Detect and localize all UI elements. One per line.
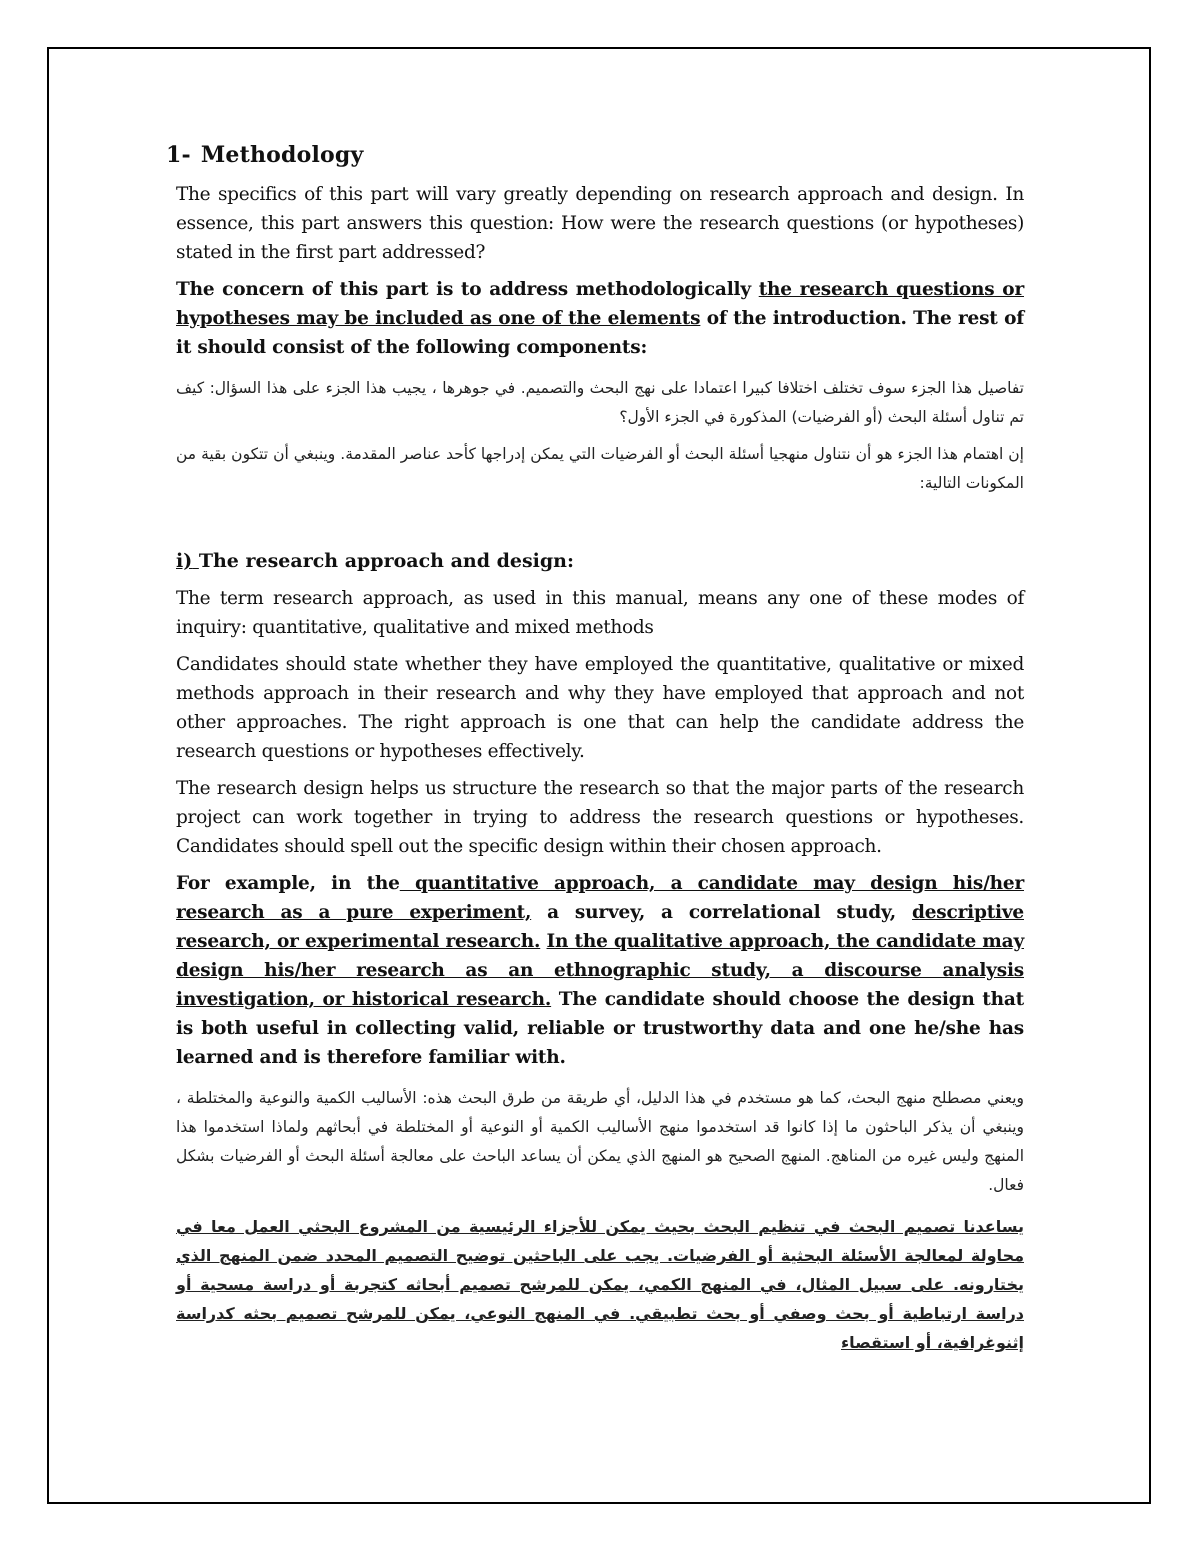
section-title: Methodology bbox=[200, 142, 364, 168]
approach-paragraph-2: Candidates should state whether they have employed the quantitative, qualitative or mixed methods approach in their research and why they have employed that approach and not other approaches. The right approach is one that can help the candidate address the research questions or hypotheses effectively. bbox=[176, 654, 1024, 762]
subsection-heading bbox=[176, 550, 1024, 572]
example-part-g: The candidate should choose the design that is both useful in collecting valid, reliable or trustworthy data and one he/she has learned and is therefore familiar with. bbox=[176, 989, 1025, 1068]
arabic-paragraph-4: يساعدنا تصميم البحث في تنظيم البحث بحيث يمكن للأجزاء الرئيسية من المشروع البحثي العمل معا في محاولة لمعالجة الأسئلة البحثية أو الفرضيات. يجب على الباحثين توضيح التصميم المحدد ضمن المنهج الذي يختارونه. على سبيل المثال، في المنهج الكمي، يمكن للمرشح تصميم أبحاثه كتجربة أو دراسة مسحية أو دراسة ارتباطية أو بحث وصفي أو بحث تطبيقي. في المنهج النوعي، يمكن للمرشح تصميم بحثه كدراسة إثنوغرافية، أو استقصاء bbox=[176, 1217, 1024, 1352]
intro-paragraph-2 bbox=[176, 275, 1024, 362]
arabic-paragraph-2: إن اهتمام هذا الجزء هو أن نتناول منهجيا أسئلة البحث أو الفرضيات التي يمكن إدراجها كأحد عناصر المقدمة. وينبغي أن تتكون بقية من المكونات التالية: bbox=[176, 445, 1024, 492]
arabic-paragraph-3: ويعني مصطلح منهج البحث، كما هو مستخدم في هذا الدليل، أي طريقة من طرق البحث هذه: الأساليب الكمية والنوعية والمختلطة ، وينبغي أن يذكر الباحثون ما إذا كانوا قد استخدموا منهج الأساليب الكمية أو النوعية أو المختلطة في أبحاثهم ولماذا استخدموا هذا المنهج وليس غيره من المناهج. المنهج الصحيح هو المنهج الذي يمكن أن يساعد الباحث على معالجة أسئلة البحث أو الفرضيات بشكل فعال. bbox=[176, 1089, 1024, 1194]
section-heading bbox=[166, 142, 1024, 168]
approach-paragraph-1: The term research approach, as used in this manual, means any one of these modes of inquiry: quantitative, qualitative and mixed methods bbox=[176, 588, 1024, 638]
example-part-a: For example, in the bbox=[176, 873, 400, 894]
intro-p2-end: of the introduction. The rest of it should consist of the following components: bbox=[176, 308, 1024, 358]
approach-paragraph-3: The research design helps us structure the research so that the major parts of the research project can work together in trying to address the research questions or hypotheses. Candidates should spell out the specific design within their chosen approach. bbox=[176, 778, 1024, 857]
arabic-paragraph-1: تفاصيل هذا الجزء سوف تختلف اختلافا كبيرا اعتمادا على نهج البحث والتصميم. في جوهرها ، يجيب هذا الجزء على هذا السؤال: كيف تم تناول أسئلة البحث (أو الفرضيات) المذكورة في الجزء الأول؟ bbox=[176, 379, 1024, 426]
example-part-c: a survey, a correlational study, bbox=[531, 902, 912, 923]
example-part-b: quantitative approach, a candidate may design his/her research as a pure experiment, bbox=[176, 873, 1024, 923]
subsection-title: The research approach and design: bbox=[198, 550, 575, 572]
intro-paragraph-1: The specifics of this part will vary greatly depending on research approach and design. In essence, this part answers this question: How were the research questions (or hypotheses) stated in the first part addressed? bbox=[176, 184, 1024, 263]
example-part-d: descriptive research, or experimental research. bbox=[176, 902, 1024, 952]
subsection-number: i) bbox=[176, 550, 193, 572]
example-part-f: In the qualitative approach, the candidate may design his/her research as an ethnographic study, a discourse analysis investigation, or historical research. bbox=[176, 931, 1024, 1010]
intro-p2-start: The concern of this part is to address methodologically bbox=[176, 279, 759, 300]
document-body bbox=[166, 142, 1025, 1357]
intro-p2-underlined: the research questions or hypotheses may be included as one of the elements bbox=[176, 279, 1024, 329]
section-number: 1- bbox=[166, 142, 191, 168]
example-paragraph bbox=[176, 869, 1024, 1072]
